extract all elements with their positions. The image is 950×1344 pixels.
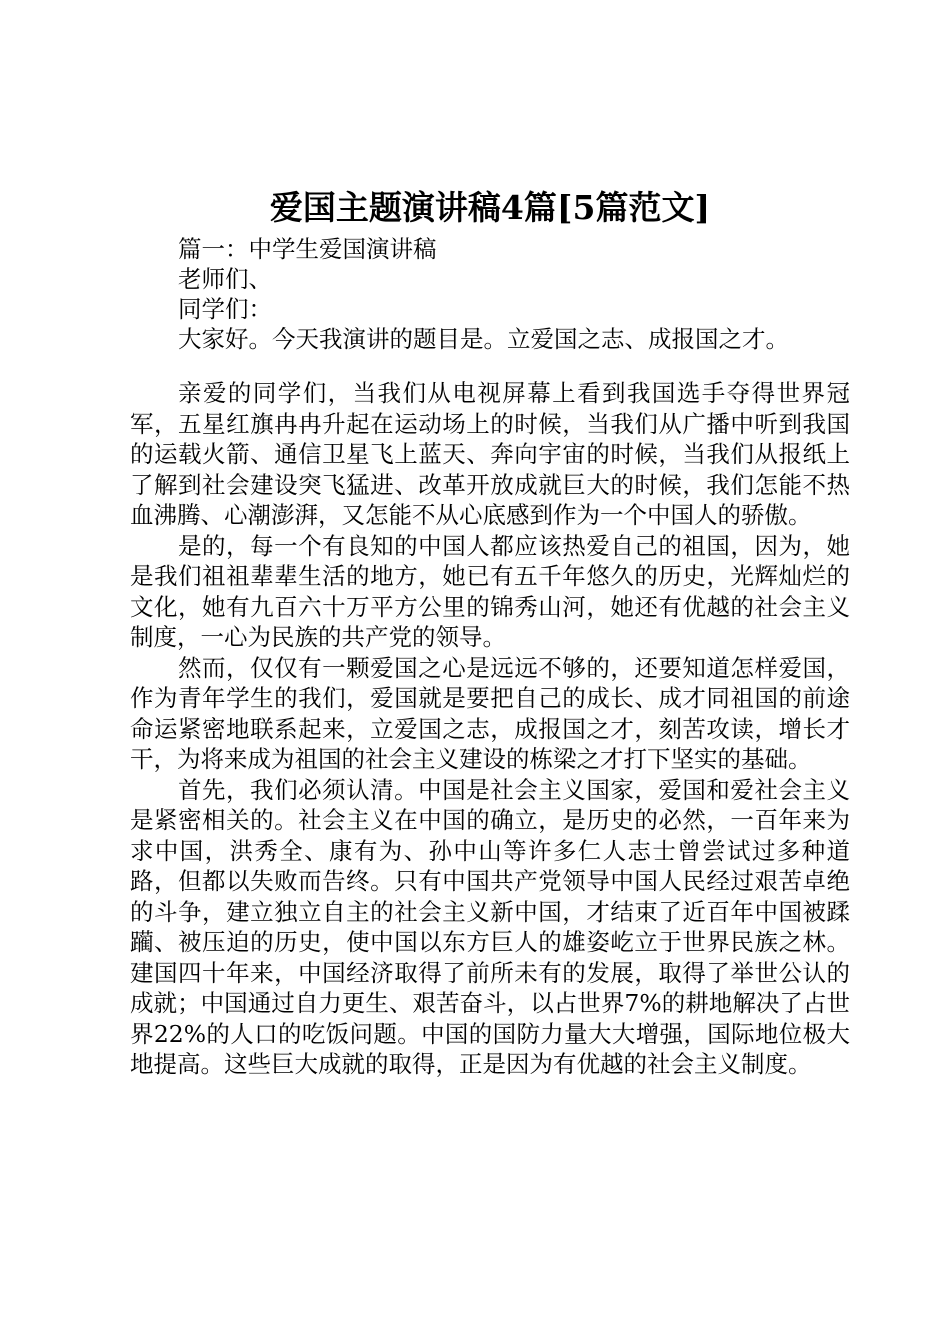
document-page (130, 182, 850, 1080)
document-title: 爱国主题演讲稿4篇[5篇范文] (269, 188, 711, 227)
greeting-students: 同学们： (178, 295, 272, 323)
body-paragraph: 是的，每一个有良知的中国人都应该热爱自己的祖国，因为，她是我们祖祖辈辈生活的地方，她已有五千年悠久的历史，光辉灿烂的文化，她有九百六十万平方公里的锦秀山河，她还有优越的社会主义制度，一心为民族的共产党的领导。 (130, 531, 850, 651)
paragraph-gap (130, 354, 850, 378)
opening-line: 大家好。今天我演讲的题目是。立爱国之志、成报国之才。 (178, 325, 789, 353)
body-paragraph: 亲爱的同学们，当我们从电视屏幕上看到我国选手夺得世界冠军，五星红旗冉冉升起在运动场上的时候，当我们从广播中听到我国的运载火箭、通信卫星飞上蓝天、奔向宇宙的时候，当我们从报纸上了解到社会建设突飞猛进、改革开放成就巨大的时候，我们怎能不热血沸腾、心潮澎湃，又怎能不从心底感到作为一个中国人的骄傲。 (130, 379, 850, 529)
greeting-teachers: 老师们、 (178, 265, 272, 293)
section-heading: 篇一：中学生爱国演讲稿 (178, 235, 437, 263)
body-paragraph: 首先，我们必须认清。中国是社会主义国家，爱国和爱社会主义是紧密相关的。社会主义在中国的确立，是历史的必然，一百年来为求中国，洪秀全、康有为、孙中山等许多仁人志士曾尝试过多种道路，但都以失败而告终。只有中国共产党领导中国人民经过艰苦卓绝的斗争，建立独立自主的社会主义新中国，才结束了近百年中国被蹂躏、被压迫的历史，使中国以东方巨人的雄姿屹立于世界民族之林。建国四十年来，中国经济取得了前所未有的发展，取得了举世公认的成就；中国通过自力更生、艰苦奋斗，以占世界7%的耕地解决了占世界22%的人口的吃饭问题。中国的国防力量大大增强，国际地位极大地提高。这些巨大成就的取得，正是因为有优越的社会主义制度。 (130, 775, 850, 1078)
body-paragraph: 然而，仅仅有一颗爱国之心是远远不够的，还要知道怎样爱国，作为青年学生的我们，爱国就是要把自己的成长、成才同祖国的前途命运紧密地联系起来，立爱国之志，成报国之才，刻苦攻读，增长才干，为将来成为祖国的社会主义建设的栋梁之才打下坚实的基础。 (130, 653, 850, 773)
